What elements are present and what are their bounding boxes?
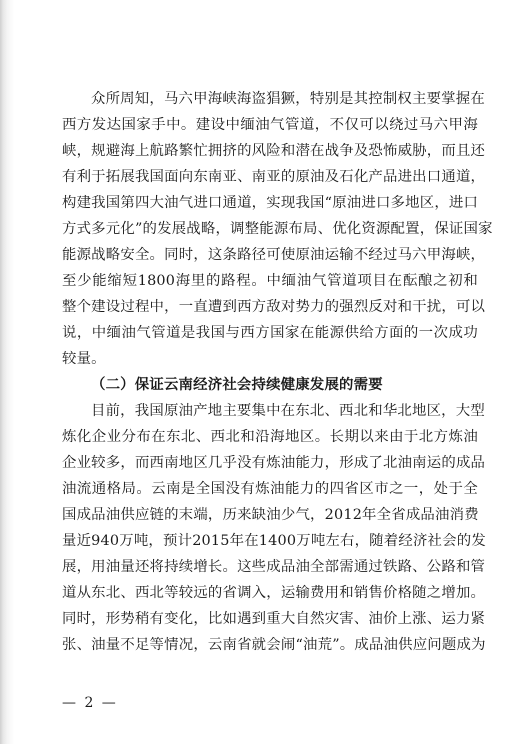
section-heading: （二）保证云南经济社会持续健康发展的需要 bbox=[91, 376, 383, 393]
text-line: 同时，形势稍有变化，比如遇到重大自然灾害、油价上涨、运力紧 bbox=[62, 611, 486, 627]
text-line: 西方发达国家手中。建设中缅油气管道，不仅可以绕过马六甲海 bbox=[62, 117, 478, 133]
text-line: 展，用油量还将持续增长。这些成品油全部需通过铁路、公路和管 bbox=[62, 559, 486, 575]
text-line: 有利于拓展我国面向东南亚、南亚的原油及石化产品进出口通道， bbox=[62, 169, 486, 185]
text-line: 方式多元化”的发展战略，调整能源布局、优化资源配置，保证国家 bbox=[62, 221, 493, 237]
text-line: 目前，我国原油产地主要集中在东北、西北和华北地区，大型 bbox=[91, 403, 485, 419]
text-line: 企业较多，而西南地区几乎没有炼油能力，形成了北油南运的成品 bbox=[62, 455, 486, 471]
text-line: 说，中缅油气管道是我国与西方国家在能源供给方面的一次成功 bbox=[62, 325, 478, 341]
text-line: 炼化企业分布在东北、西北和沿海地区。长期以来由于北方炼油 bbox=[62, 429, 478, 445]
text-line: 峡，规避海上航路繁忙拥挤的风险和潜在战争及恐怖威胁，而且还 bbox=[62, 143, 486, 159]
paragraph-yunnan-development bbox=[62, 398, 486, 658]
text-line: 至少能缩短1800海里的路程。中缅油气管道项目在酝酿之初和 bbox=[62, 273, 478, 289]
text-line: 国成品油供应链的末端，历来缺油少气，2012年全省成品油消费 bbox=[62, 507, 479, 523]
text-line: 道从东北、西北等较远的省调入，运输费用和销售价格随之增加。 bbox=[62, 585, 486, 601]
document-page bbox=[62, 86, 493, 658]
text-line: 构建我国第四大油气进口通道，实现我国“原油进口多地区，进口 bbox=[62, 195, 479, 211]
text-line: 较量。 bbox=[62, 351, 106, 367]
text-line: 油流通格局。云南是全国没有炼油能力的四省区市之一，处于全 bbox=[62, 481, 478, 497]
paragraph-energy-security bbox=[62, 86, 493, 372]
text-line: 能源战略安全。同时，这条路径可使原油运输不经过马六甲海峡， bbox=[62, 247, 486, 263]
text-line: 整个建设过程中，一直遭到西方敌对势力的强烈反对和干扰，可以 bbox=[62, 299, 486, 315]
scan-shadow-edge bbox=[0, 0, 14, 744]
text-line: 量近940万吨，预计2015年在1400万吨左右，随着经济社会的发 bbox=[62, 533, 486, 549]
page-number: — 2 — bbox=[62, 695, 118, 711]
text-line: 众所周知，马六甲海峡海盗猖獗，特别是其控制权主要掌握在 bbox=[91, 91, 485, 107]
text-line: 张、油量不足等情况，云南省就会闹“油荒”。成品油供应问题成为 bbox=[62, 637, 486, 653]
